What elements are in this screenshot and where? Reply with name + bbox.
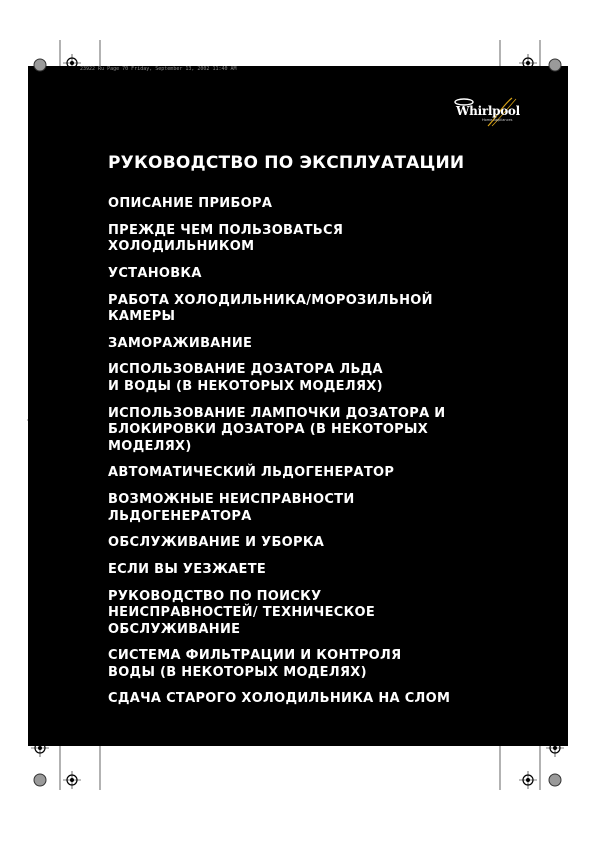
print-slug: 23922 Ru Page 70 Friday, September 13, 2002 11:40 AM (80, 66, 237, 72)
page-title: РУКОВОДСТВО ПО ЭКСПЛУАТАЦИИ (108, 153, 465, 173)
toc-item-line: И ВОДЫ (В НЕКОТОРЫХ МОДЕЛЯХ) (108, 378, 383, 394)
toc-item (108, 492, 508, 525)
cover-panel (28, 66, 568, 746)
toc-item-line: МОДЕЛЯХ) (108, 438, 192, 454)
toc-item-line: КАМЕРЫ (108, 309, 176, 325)
toc-item (108, 293, 508, 326)
toc-item-line: СИСТЕМА ФИЛЬТРАЦИИ И КОНТРОЛЯ (108, 648, 402, 664)
brand-tagline: Home Appliances (482, 118, 513, 122)
toc-item-line: БЛОКИРОВКИ ДОЗАТОРА (В НЕКОТОРЫХ (108, 422, 429, 438)
toc-item (108, 266, 508, 283)
toc-item (108, 336, 508, 353)
toc-item-line: ЕСЛИ ВЫ УЕЗЖАЕТЕ (108, 561, 267, 577)
toc-item (108, 362, 508, 395)
registration-mark-icon (519, 771, 537, 789)
toc-item-line: ИСПОЛЬЗОВАНИЕ ДОЗАТОРА ЛЬДА (108, 362, 383, 378)
gray-dot-icon (549, 774, 561, 786)
toc-item-line: НЕИСПРАВНОСТЕЙ/ ТЕХНИЧЕСКОЕ (108, 605, 376, 621)
toc-item-line: ВОЗМОЖНЫЕ НЕИСПРАВНОСТИ (108, 492, 355, 507)
table-of-contents (108, 196, 508, 718)
toc-item-line: УСТАНОВКА (108, 265, 202, 281)
registration-mark-icon (63, 771, 81, 789)
toc-item-line: ИСПОЛЬЗОВАНИЕ ЛАМПОЧКИ ДОЗАТОРА И (108, 405, 446, 421)
toc-item-line: ВОДЫ (В НЕКОТОРЫХ МОДЕЛЯХ) (108, 664, 367, 680)
toc-item-line: АВТОМАТИЧЕСКИЙ ЛЬДОГЕНЕРАТОР (108, 465, 395, 481)
toc-item-line: ЗАМОРАЖИВАНИЕ (108, 335, 253, 351)
toc-item (108, 535, 508, 552)
toc-item (108, 562, 508, 579)
toc-item (108, 465, 508, 482)
toc-item (108, 406, 508, 456)
toc-item-line: РАБОТА ХОЛОДИЛЬНИКА/МОРОЗИЛЬНОЙ (108, 292, 433, 308)
toc-item (108, 196, 508, 213)
toc-item-line: РУКОВОДСТВО ПО ПОИСКУ (108, 588, 322, 604)
toc-item (108, 648, 508, 681)
toc-item-line: ХОЛОДИЛЬНИКОМ (108, 239, 255, 255)
toc-item (108, 223, 508, 256)
toc-item-line: ОПИСАНИЕ ПРИБОРА (108, 196, 273, 211)
whirlpool-logo (452, 96, 530, 128)
toc-item-line: СДАЧА СТАРОГО ХОЛОДИЛЬНИКА НА СЛОМ (108, 691, 451, 707)
toc-item (108, 589, 508, 639)
toc-item-line: ПРЕЖДЕ ЧЕМ ПОЛЬЗОВАТЬСЯ (108, 222, 344, 238)
toc-item-line: ОБСЛУЖИВАНИЕ И УБОРКА (108, 535, 325, 551)
brand-name: Whirlpool (456, 104, 520, 118)
toc-item-line: ЛЬДОГЕНЕРАТОРА (108, 508, 252, 524)
toc-item (108, 691, 508, 708)
toc-item-line: ОБСЛУЖИВАНИЕ (108, 621, 241, 637)
gray-dot-icon (34, 774, 46, 786)
